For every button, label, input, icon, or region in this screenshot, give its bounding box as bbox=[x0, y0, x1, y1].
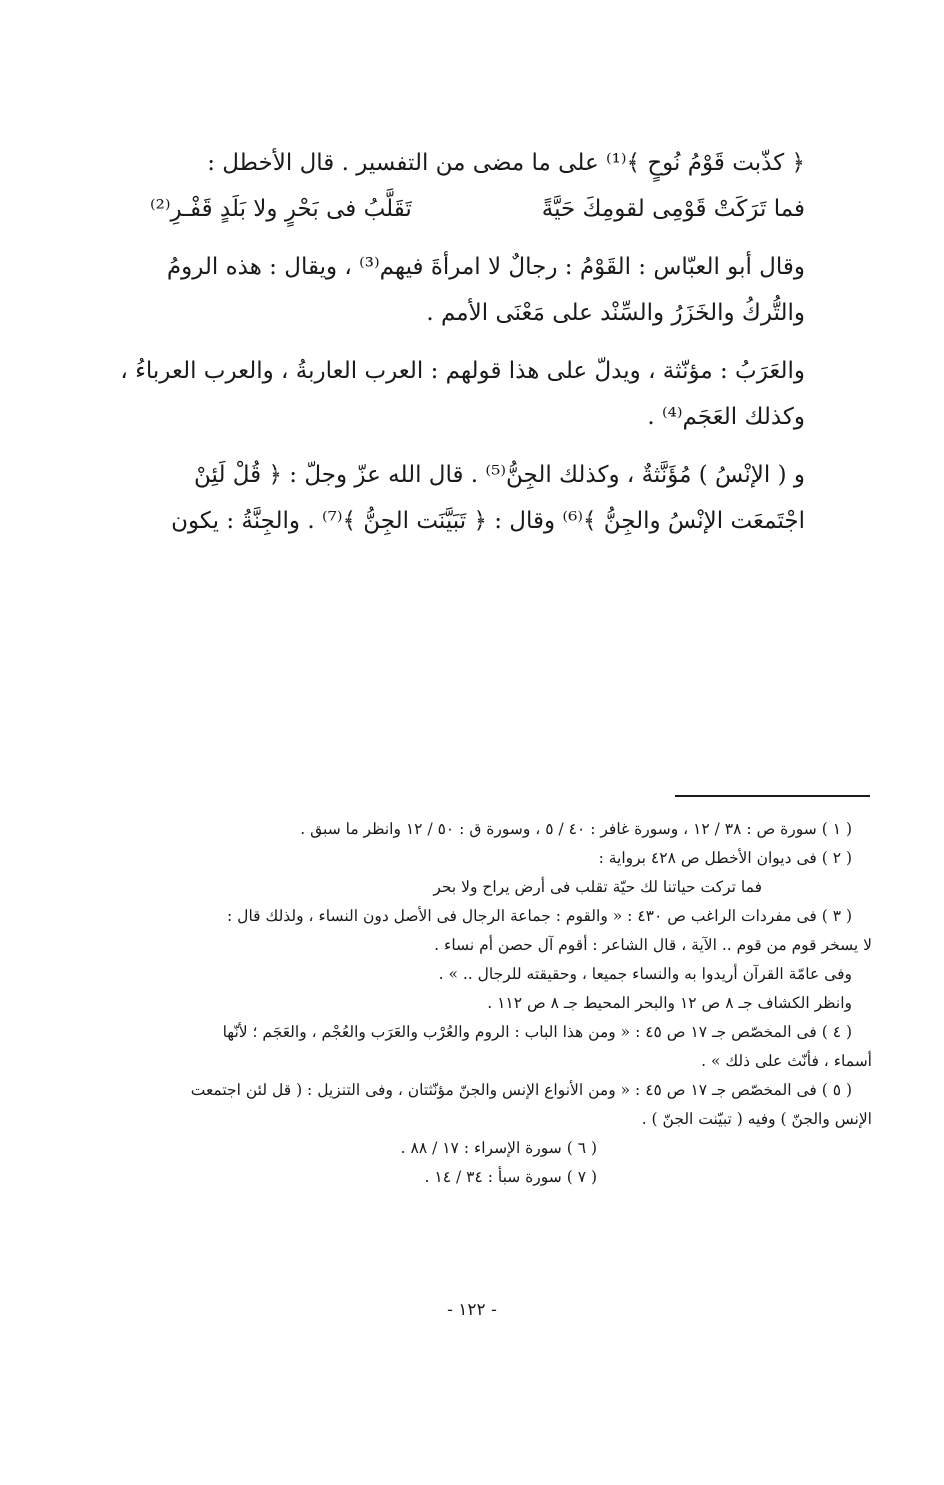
text-line: وقال أبو العبّاس : القَوْمُ : رجالٌ لا امرأةَ فيهم⁽³⁾ ، ويقال : هذه الرومُ bbox=[166, 254, 805, 280]
footnote-5-cont: الإنس والجنّ ) وفيه ( تبيّنت الجنّ ) . bbox=[641, 1110, 872, 1128]
text-line: والعَرَبُ : مؤنّثة ، ويدلّ على هذا قولهم : العرب العاربةُ ، والعرب العرباءُ ، bbox=[120, 358, 805, 384]
footnote-3-cont: وانظر الكشاف جـ ٨ ص ١٢ والبحر المحيط جـ ٨ ص ١١٢ . bbox=[487, 994, 852, 1012]
poem-verse bbox=[150, 186, 805, 232]
text-line: اجْتَمعَت الإنْسُ والجِنُّ ﴾⁽⁶⁾ وقال : ﴿ تَبَيَّنَت الجِنُّ ﴾⁽⁷⁾ . والجِنَّةُ : يكون bbox=[171, 508, 805, 534]
footnote-3: ( ٣ ) فى مفردات الراغب ص ٤٣٠ : « والقوم : جماعة الرجال فى الأصل دون النساء ، ولذلك قال : bbox=[227, 907, 852, 925]
footnote-2: ( ٢ ) فى ديوان الأخطل ص ٤٢٨ برواية : bbox=[598, 849, 852, 867]
text-line: ﴿ كذّبت قَوْمُ نُوحٍ ﴾⁽¹⁾ على ما مضى من التفسير . قال الأخطل : bbox=[207, 150, 805, 176]
footnote-4-cont: أسماء ، فأنّث على ذلك » . bbox=[701, 1052, 872, 1070]
verse-first-hemistich: فما تَرَكَتْ قَوْمِى لقومِكَ حَيَّةً bbox=[541, 196, 805, 222]
text-line: والتُّركُ والخَزَرُ والسِّنْد على مَعْنَى الأمم . bbox=[426, 300, 805, 326]
footnote-2-poem: فما تركت حياتنا لك حيّة تقلب فى أرض يراح ولا بحر bbox=[433, 878, 762, 896]
footnote-divider bbox=[675, 795, 870, 797]
footnote-3-cont: وفى عامّة القرآن أريدوا به والنساء جميعا ، وحقيقته للرجال .. » . bbox=[438, 965, 852, 983]
footnotes bbox=[120, 815, 872, 1192]
footnote-1: ( ١ ) سورة ص : ٣٨ / ١٢ ، وسورة غافر : ٤٠ / ٥ ، وسورة ق : ٥٠ / ١٢ وانظر ما سبق . bbox=[300, 820, 852, 838]
text-line: و ( الإنْسُ ) مُؤَنَّثةٌ ، وكذلك الجِنُّ⁽⁵⁾ . قال الله عزّ وجلّ : ﴿ قُلْ لَئِنْ bbox=[194, 462, 805, 488]
footnote-5: ( ٥ ) فى المخصّص جـ ١٧ ص ٤٥ : « ومن الأنواع الإنس والجنّ مؤنّثتان ، وفى التنزيل : ( قل لئن اجتمعت bbox=[190, 1081, 852, 1099]
footnote-7: ( ٧ ) سورة سبأ : ٣٤ / ١٤ . bbox=[424, 1168, 597, 1186]
footnote-4: ( ٤ ) فى المخصّص جـ ١٧ ص ٤٥ : « ومن هذا الباب : الروم والعُرْب والعَرَب والعُجْم ، والعَجَم ؛ لأنّها bbox=[222, 1023, 852, 1041]
main-text bbox=[120, 140, 805, 544]
footnote-6: ( ٦ ) سورة الإسراء : ١٧ / ٨٨ . bbox=[400, 1139, 597, 1157]
footnote-3-cont: لا يسخر قوم من قوم .. الآية ، قال الشاعر : أقوم آل حصن أم نساء . bbox=[434, 936, 872, 954]
verse-second-hemistich: تَقَلَّبُ فى بَحْرٍ ولا بَلَدٍ قَفْـرِ⁽²⁾ bbox=[150, 196, 412, 222]
page-number: - ١٢٢ - bbox=[447, 1300, 497, 1320]
text-line: وكذلك العَجَم⁽⁴⁾ . bbox=[647, 404, 805, 430]
